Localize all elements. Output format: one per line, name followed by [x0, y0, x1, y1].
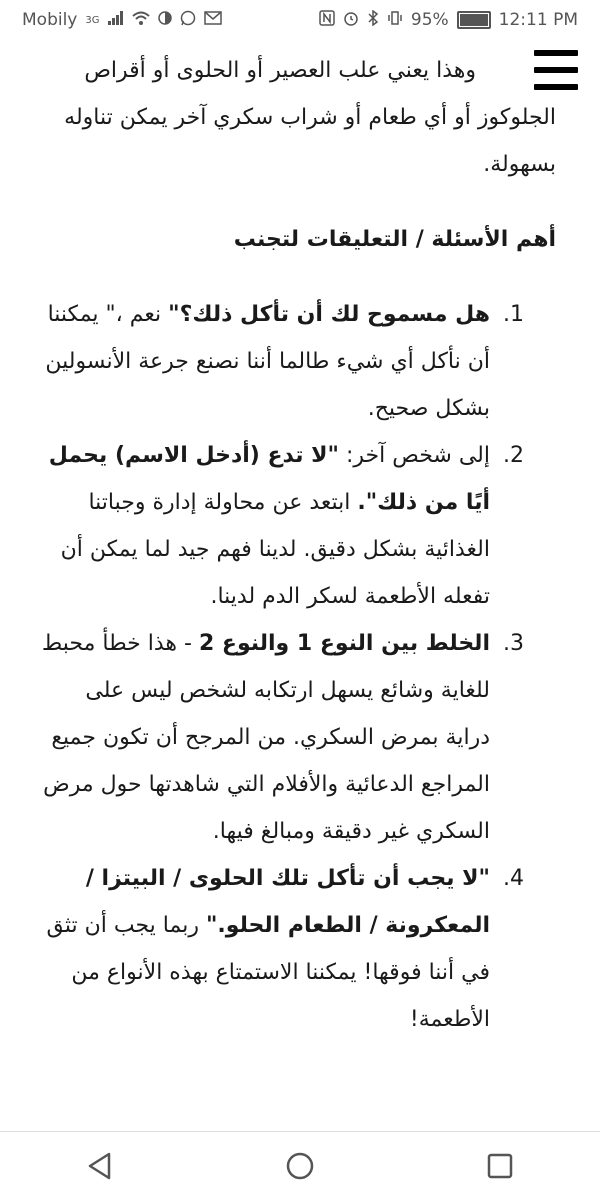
status-left: [0, 10, 222, 31]
item-4-bold: "لا يجب أن تأكل تلك الحلوى / البيتزا / المعكرونة / الطعام الحلو.": [85, 866, 490, 938]
item-3-text: - هذا خطأ محبط للغاية وشائع يسهل ارتكابه لشخص ليس على دراية بمرض السكري. من المرجح أن تكون جميع المراجع الدعائية والأفلام التي شاهدتها حول مرض السكري غير دقيقة ومبالغ فيها.: [41, 631, 490, 844]
square-recents-icon[interactable]: [470, 1146, 530, 1186]
intro-line-2: الجلوكوز أو أي طعام أو شراب سكري آخر يمكن تناوله بسهولة.: [64, 105, 556, 177]
alarm-icon: [343, 10, 359, 31]
section-heading: أهم الأسئلة / التعليقات لتجنب: [233, 227, 556, 252]
tips-list: [40, 291, 556, 1043]
item-3-bold: الخلط بين النوع 1 والنوع 2: [198, 631, 490, 656]
item-2-text: ابتعد عن محاولة إدارة وجباتنا الغذائية بشكل دقيق. لدينا فهم جيد لما يمكن أن تفعله الأطعمة لسكر الدم لدينا.: [60, 490, 490, 609]
nfc-icon: [319, 10, 335, 31]
item-4-text: ربما يجب أن تثق في أننا فوقها! يمكننا الاستمتاع بهذه الأنواع من الأطعمة!: [46, 913, 490, 1032]
triangle-back-icon[interactable]: [70, 1146, 130, 1186]
battery-percent: 95%: [410, 10, 449, 30]
status-right: [319, 10, 600, 31]
item-2-bold: "لا تدع (أدخل الاسم) يحمل أيًا من ذلك".: [48, 443, 490, 515]
battery-fill: [460, 14, 489, 26]
navigation-bar: [0, 1131, 600, 1200]
item-1-text: نعم ،" يمكننا أن نأكل أي شيء طالما أننا نصنع جرعة الأنسولين بشكل صحيح.: [45, 302, 490, 421]
item-2-pre: إلى شخص آخر:: [339, 443, 490, 468]
signal-icon: [108, 10, 124, 30]
article-content: [40, 40, 556, 1043]
list-item-2: [40, 432, 496, 620]
carrier-name: Mobily: [22, 10, 78, 30]
status-bar: [0, 0, 600, 40]
clock-time: 12:11 PM: [498, 10, 578, 30]
list-item-3: [40, 620, 496, 855]
vibrate-icon: [387, 10, 403, 31]
half-circle-icon: [158, 10, 172, 30]
whatsapp-icon: [180, 10, 196, 31]
wifi-icon: [132, 10, 150, 30]
list-item-4: [40, 855, 496, 1043]
item-1-bold: هل مسموح لك أن تأكل ذلك؟": [168, 302, 490, 327]
bluetooth-icon: [367, 10, 379, 31]
circle-home-icon[interactable]: [270, 1146, 330, 1186]
list-item-1: [40, 291, 496, 432]
network-type: 3G: [85, 14, 100, 26]
intro-line-1: وهذا يعني علب العصير أو الحلوى أو أقراص: [84, 58, 476, 83]
battery-icon: [457, 11, 491, 29]
mail-icon: [204, 10, 222, 30]
